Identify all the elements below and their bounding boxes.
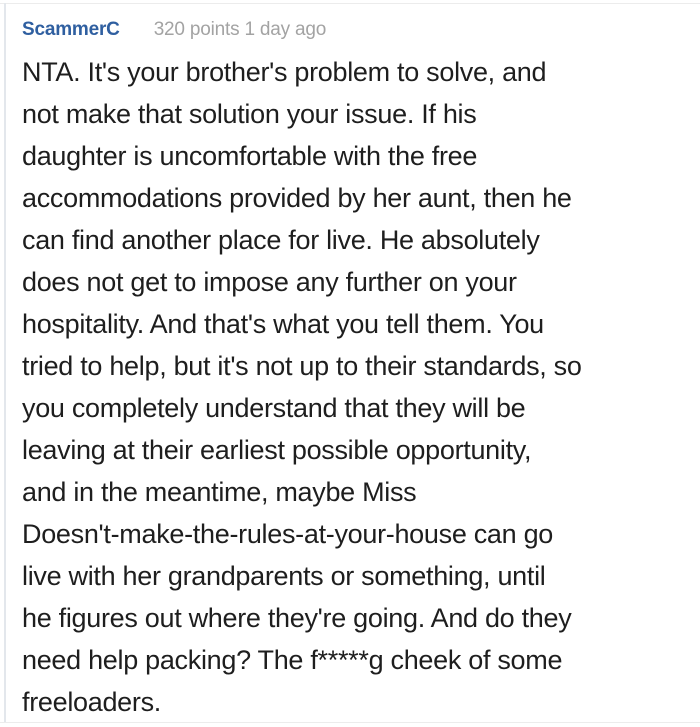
bottom-divider (0, 722, 700, 723)
comment-text-line: Doesn't-make-the-rules-at-your-house can go (22, 519, 554, 549)
comment-text-line: accommodations provided by her aunt, then he (22, 183, 572, 213)
comment-text-line: can find another place for live. He absolutely (22, 225, 540, 255)
comment-text-line: and in the meantime, maybe Miss (22, 477, 417, 507)
comment-text-line: live with her grandparents or something, until (22, 561, 546, 591)
comment-text-line: not make that solution your issue. If his (22, 99, 477, 129)
comment-header (22, 19, 688, 43)
comment-text-line: daughter is uncomfortable with the free (22, 141, 478, 171)
username-link[interactable]: ScammerC (22, 19, 120, 40)
comment-body (22, 51, 688, 723)
comment-text-line: NTA. It's your brother's problem to solve, and (22, 57, 547, 87)
comment-text-line: tried to help, but it's not up to their standards, so (22, 351, 582, 381)
comment-text-line: freeloaders. (22, 687, 161, 717)
comment-text-line: he figures out where they're going. And do they (22, 603, 572, 633)
comment-text-line: need help packing? The f*****g cheek of some (22, 645, 563, 675)
comment-text-line: you completely understand that they will be (22, 393, 526, 423)
comment-text-line: does not get to impose any further on your (22, 267, 517, 297)
comment-text-line: leaving at their earliest possible opportunity, (22, 435, 532, 465)
comment-meta: 320 points 1 day ago (153, 19, 327, 40)
comment-text-line: hospitality. And that's what you tell them. You (22, 309, 544, 339)
